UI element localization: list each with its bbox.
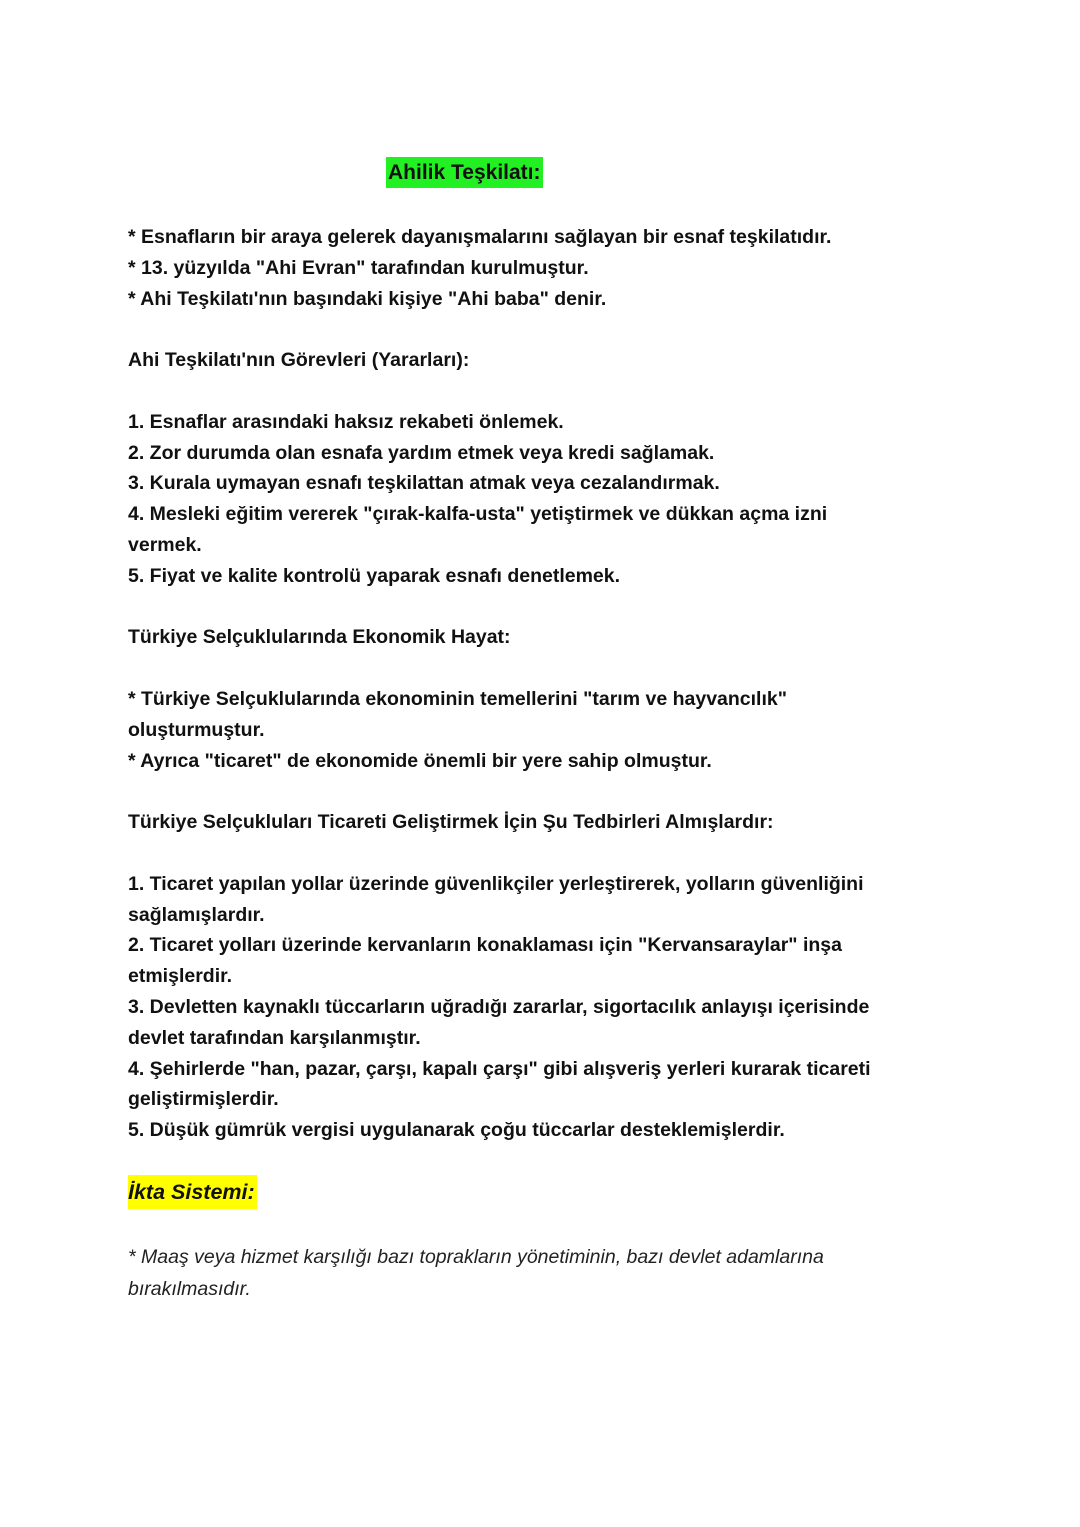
trade-item-continued: geliştirmişlerdir. [128, 1088, 279, 1111]
duty-item-continued: vermek. [128, 533, 202, 556]
trade-item-continued: sağlamışlardır. [128, 903, 265, 926]
ikta-title: İkta Sistemi: [128, 1175, 257, 1209]
ikta-line-continued: bırakılmasıdır. [128, 1278, 251, 1300]
trade-heading: Türkiye Selçukluları Ticareti Geliştirmek İçin Şu Tedbirleri Almışlardır: [128, 811, 774, 834]
duties-heading: Ahi Teşkilatı'nın Görevleri (Yararları): [128, 349, 470, 372]
spacer [128, 776, 928, 807]
spacer [128, 592, 928, 623]
spacer [128, 314, 928, 345]
ikta-title-container [128, 1175, 257, 1209]
ahilik-title: Ahilik Teşkilatı: [386, 157, 543, 188]
duty-item: 2. Zor durumda olan esnafa yardım etmek veya kredi sağlamak. [128, 441, 715, 464]
ahilik-title-container [386, 157, 543, 188]
economy-bullet: * Ayrıca "ticaret" de ekonomide önemli bir yere sahip olmuştur. [128, 749, 712, 772]
trade-item: 5. Düşük gümrük vergisi uygulanarak çoğu tüccarlar desteklemişlerdir. [128, 1119, 785, 1142]
duty-item: 5. Fiyat ve kalite kontrolü yaparak esnafı denetlemek. [128, 564, 621, 587]
trade-item: 4. Şehirlerde "han, pazar, çarşı, kapalı çarşı" gibi alışveriş yerleri kurarak ticareti [128, 1057, 871, 1080]
trade-item-continued: etmişlerdir. [128, 965, 233, 988]
ikta-body [128, 1241, 928, 1305]
trade-item-continued: devlet tarafından karşılanmıştır. [128, 1026, 421, 1049]
ahilik-bullet: * Ahi Teşkilatı'nın başındaki kişiye "Ahi baba" denir. [128, 287, 607, 310]
trade-item: 3. Devletten kaynaklı tüccarların uğradığı zararlar, sigortacılık anlayışı içerisinde [128, 995, 870, 1018]
economy-bullet-continued: oluşturmuştur. [128, 718, 265, 741]
spacer [128, 653, 928, 684]
spacer [128, 838, 928, 869]
spacer [128, 376, 928, 407]
duty-item: 3. Kurala uymayan esnafı teşkilattan atmak veya cezalandırmak. [128, 472, 720, 495]
duty-item: 1. Esnaflar arasındaki haksız rekabeti önlemek. [128, 410, 564, 433]
main-content [128, 222, 928, 1146]
economy-heading: Türkiye Selçuklularında Ekonomik Hayat: [128, 626, 511, 649]
ahilik-bullet: * 13. yüzyılda "Ahi Evran" tarafından kurulmuştur. [128, 256, 589, 279]
duty-item: 4. Mesleki eğitim vererek "çırak-kalfa-usta" yetiştirmek ve dükkan açma izni [128, 503, 828, 526]
trade-item: 2. Ticaret yolları üzerinde kervanların konaklaması için "Kervansaraylar" inşa [128, 934, 842, 957]
ikta-line: * Maaş veya hizmet karşılığı bazı toprakların yönetiminin, bazı devlet adamlarına [128, 1246, 824, 1268]
economy-bullet: * Türkiye Selçuklularında ekonominin temellerini "tarım ve hayvancılık" [128, 687, 787, 710]
trade-item: 1. Ticaret yapılan yollar üzerinde güvenlikçiler yerleştirerek, yolların güvenliğini [128, 872, 864, 895]
ahilik-bullet: * Esnafların bir araya gelerek dayanışmalarını sağlayan bir esnaf teşkilatıdır. [128, 226, 832, 248]
